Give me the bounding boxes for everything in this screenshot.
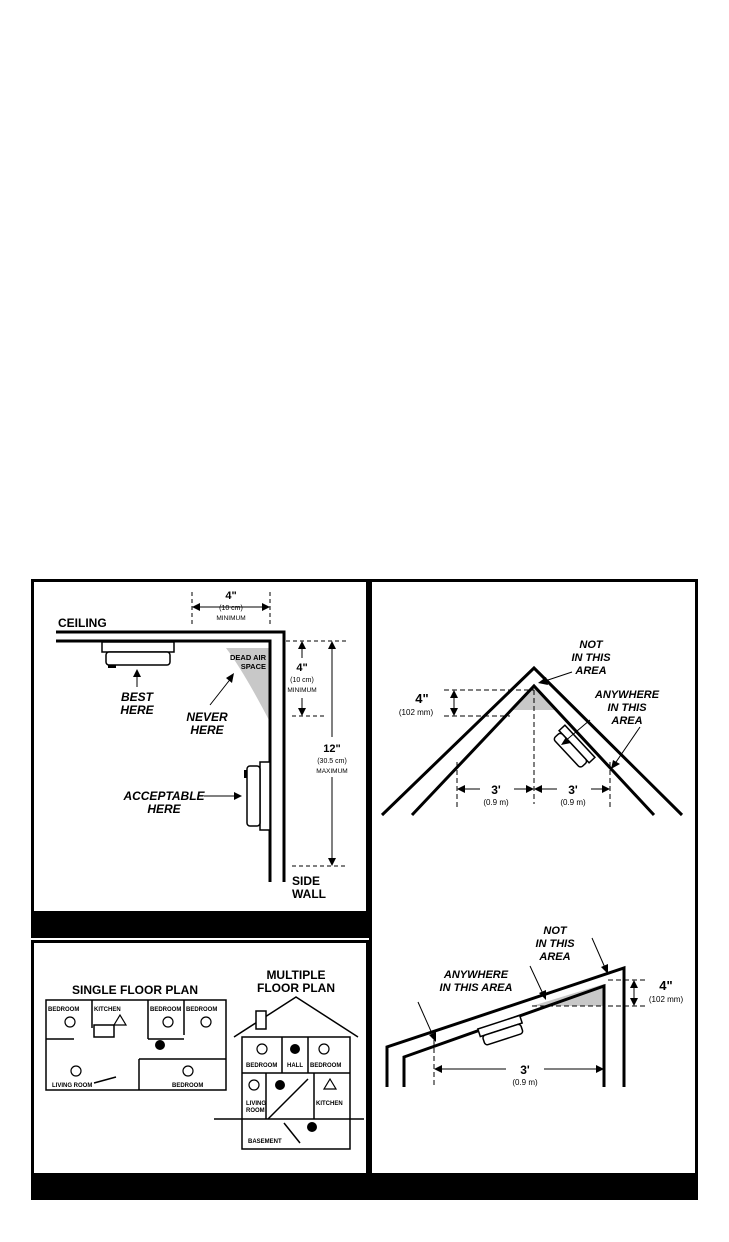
smoke-alarm-marker (249, 1080, 259, 1090)
panel-sloped-dim4-mm: (102 mm) (648, 995, 684, 1004)
slope-anywhere-label: ANYWHERE (443, 969, 509, 981)
rect-shape (256, 1011, 266, 1029)
slope-not-area-label: NOT (543, 925, 567, 937)
panel-floor-plans-single-rooms-0: BEDROOM (48, 1007, 80, 1013)
line-shape (210, 677, 232, 705)
ceiling-wall-inner-line (56, 641, 270, 882)
slope-dim4-value: 4" (659, 978, 673, 993)
single-floor-title: SINGLE FLOOR PLAN (72, 983, 198, 997)
panel-sloped-not-2: IN THIS (535, 938, 575, 950)
panel-peaked-not-3: AREA (575, 665, 607, 677)
heat-alarm-marker (324, 1079, 336, 1089)
path-shape (226, 673, 234, 683)
panel-sloped-dim3-m: (0.9 m) (512, 1078, 538, 1087)
panel-ceiling-wall-min4-top-word: MINIMUM (216, 615, 246, 622)
panel-peaked-left3-m: (0.9 m) (483, 798, 509, 807)
line-shape (94, 1077, 116, 1083)
required-alarm-marker (290, 1044, 300, 1054)
peaked-sloped-diagram (372, 582, 701, 1203)
panel-ceiling-wall-dead-air-2: SPACE (240, 662, 266, 671)
peak-detector-icon (552, 725, 595, 769)
line-shape (592, 938, 606, 970)
polyline-shape (234, 997, 358, 1037)
required-alarm-marker (155, 1040, 165, 1050)
min4-top-value: 4" (225, 590, 237, 602)
rect-shape (102, 642, 174, 652)
panel-floor-plans-multi-rooms-4: ROOM (246, 1108, 265, 1114)
ceiling-detector-icon (102, 642, 174, 668)
min4-side-value: 4" (296, 662, 308, 674)
never-here-label: NEVER (186, 710, 228, 724)
panel-floor-plans (31, 940, 369, 1200)
acceptable-here-label: ACCEPTABLE (123, 789, 205, 803)
max12-value: 12" (323, 743, 341, 755)
wall-detector-icon (244, 762, 270, 830)
panel-ceiling-wall-min4-side-cm: (10 cm) (290, 677, 314, 684)
panel-ceiling-wall (31, 579, 369, 938)
path-shape (601, 964, 608, 974)
peak-dim4-value: 4" (415, 691, 429, 706)
panel-ceiling-wall-max12-cm: (30.5 cm) (317, 758, 347, 765)
panel-peaked-right3-m: (0.9 m) (560, 798, 586, 807)
panel-floor-plans-multi-rooms-1: HALL (287, 1063, 303, 1069)
panel-ceiling-wall-min4-side-word: MINIMUM (287, 687, 317, 694)
peak-left3-value: 3' (491, 783, 501, 797)
smoke-alarm-marker (257, 1044, 267, 1054)
panel-floor-plans-multi-rooms-3: LIVING (246, 1101, 267, 1107)
smoke-alarm-marker (319, 1044, 329, 1054)
panel-peaked-anywhere-2: IN THIS (607, 702, 647, 714)
panel-floor-plans-multi-rooms-5: KITCHEN (316, 1101, 343, 1107)
multi-floor-house (214, 997, 364, 1149)
path-shape (611, 760, 620, 769)
peak-not-area-label: NOT (579, 639, 603, 651)
panel-peaked-sloped (369, 579, 698, 1200)
peak-right3-value: 3' (568, 783, 578, 797)
floor-plans-diagram (34, 943, 372, 1203)
smoke-alarm-marker (71, 1066, 81, 1076)
slope-dim3-value: 3' (520, 1063, 530, 1077)
heat-alarm-marker (114, 1015, 126, 1025)
panel-floor-plans-multi-title-2: FLOOR PLAN (257, 981, 335, 995)
polyline-shape (284, 1123, 300, 1143)
panel-sloped-not-3: AREA (539, 951, 571, 963)
ceiling-wall-diagram (34, 582, 372, 941)
slope-detector-icon (478, 1015, 525, 1046)
panel-sloped-anywhere-2: IN THIS AREA (439, 982, 513, 994)
required-alarm-marker (307, 1122, 317, 1132)
smoke-alarm-marker (183, 1066, 193, 1076)
rect-shape (46, 1000, 226, 1090)
panel-floor-plans-single-rooms-3: BEDROOM (186, 1007, 218, 1013)
panel-peaked-anywhere-3: AREA (611, 715, 643, 727)
rect-shape (94, 1025, 114, 1037)
panel-ceiling-wall-best-2: HERE (120, 703, 154, 717)
multi-floor-title: MULTIPLE (266, 968, 326, 982)
single-floor-plan (46, 1000, 226, 1090)
ceiling-label: CEILING (58, 616, 107, 630)
panel-ceiling-wall-never-2: HERE (190, 723, 224, 737)
dead-air-label: DEAD AIR (230, 653, 266, 662)
side-wall-label: SIDE (292, 874, 321, 888)
polyline-shape (268, 1079, 308, 1119)
rect-shape (106, 652, 170, 665)
panel-floor-plans-single-rooms-2: BEDROOM (150, 1007, 182, 1013)
panel-ceiling-wall-side-wall-2: WALL (292, 887, 326, 901)
peak-anywhere-label: ANYWHERE (594, 689, 660, 701)
smoke-alarm-marker (201, 1017, 211, 1027)
panel-floor-plans-multi-rooms-0: BEDROOM (246, 1063, 278, 1069)
rect-shape (244, 770, 247, 778)
panel-floor-plans-multi-rooms-6: BASEMENT (248, 1139, 282, 1145)
panel-floor-plans-single-rooms-5: BEDROOM (172, 1083, 204, 1089)
panel-floor-plans-multi-rooms-2: BEDROOM (310, 1063, 342, 1069)
smoke-alarm-marker (65, 1017, 75, 1027)
rect-shape (108, 665, 116, 668)
panel-ceiling-wall-acceptable-2: HERE (147, 802, 181, 816)
required-alarm-marker (275, 1080, 285, 1090)
path-shape (234, 792, 242, 800)
panel-peaked-not-2: IN THIS (571, 652, 611, 664)
rect-shape (260, 762, 270, 830)
smoke-alarm-marker (163, 1017, 173, 1027)
panel-floor-plans-single-rooms-1: KITCHEN (94, 1007, 121, 1013)
path-shape (133, 669, 141, 677)
best-here-label: BEST (120, 690, 154, 704)
panel-peaked-dim4-mm: (102 mm) (398, 708, 434, 717)
panel-floor-plans-single-rooms-4: LIVING ROOM (52, 1083, 93, 1089)
rect-shape (247, 766, 260, 826)
panel-ceiling-wall-min4-top-cm: (10 cm) (219, 605, 243, 612)
panel-ceiling-wall-max12-word: MAXIMUM (316, 768, 348, 775)
line-shape (530, 966, 544, 996)
